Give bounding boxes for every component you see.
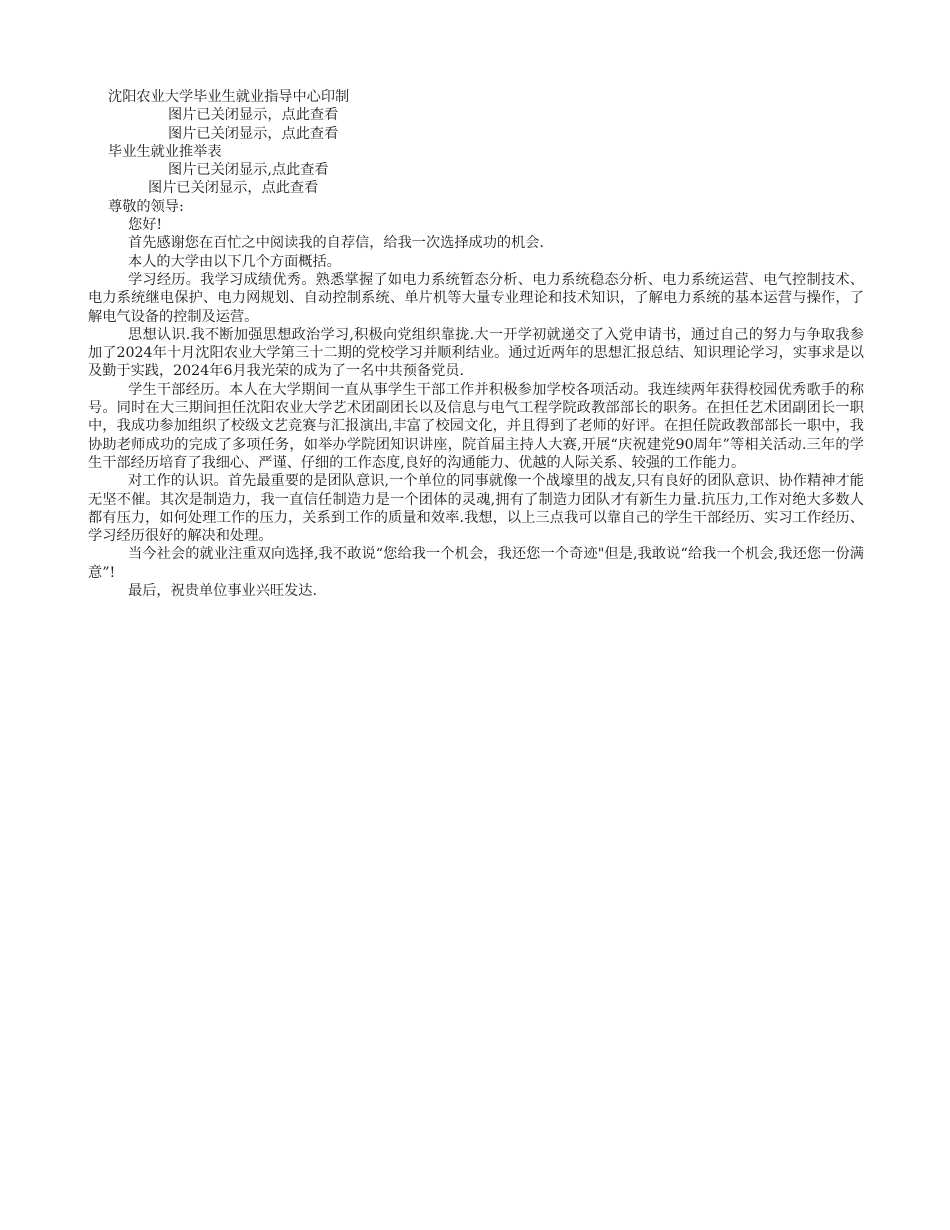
closing-paragraph: 最后，祝贵单位事业兴旺发达.: [128, 583, 317, 600]
document-page: [88, 88, 864, 600]
image-placeholder-link[interactable]: 图片已关闭显示，点此查看: [168, 107, 339, 124]
intro-paragraph: 首先感谢您在百忙之中阅读我的自荐信，给我一次选择成功的机会.: [128, 235, 544, 252]
overview-paragraph: 本人的大学由以下几个方面概括。: [128, 253, 341, 270]
image-placeholder-link[interactable]: 图片已关闭显示，点此查看: [148, 180, 319, 197]
society-paragraph: 当今社会的就业注重双向选择,我不敢说“您给我一个机会，我还您一个奇迹"但是,我敢说“给我一个机会,我还您一份满意”!: [88, 546, 864, 581]
image-placeholder-link[interactable]: 图片已关闭显示,点此查看: [168, 162, 329, 179]
salutation: 尊敬的领导:: [108, 198, 184, 215]
study-paragraph: 学习经历。我学习成绩优秀。熟悉掌握了如电力系统暂态分析、电力系统稳态分析、电力系统运营、电气控制技术、电力系统继电保护、电力网规划、自动控制系统、单片机等大量专业理论和技术知识，了解电力系统的基本运营与操作，了解电气设备的控制及运营。: [88, 271, 864, 325]
cadre-paragraph: 学生干部经历。本人在大学期间一直从事学生干部工作并积极参加学校各项活动。我连续两年获得校园优秀歌手的称号。同时在大三期间担任沈阳农业大学艺术团副团长以及信息与电气工程学院政教部部长的职务。在担任艺术团副团长一职中，我成功参加组织了校级文艺竞赛与汇报演出,丰富了校园文化，并且得到了老师的好评。在担任院政教部部长一职中，我协助老师成功的完成了多项任务，如举办学院团知识讲座，院首届主持人大赛,开展“庆祝建党90周年”等相关活动.三年的学生干部经历培育了我细心、严谨、仔细的工作态度,良好的沟通能力、优越的人际关系、较强的工作能力。: [88, 381, 864, 471]
form-title: 毕业生就业推举表: [108, 143, 222, 160]
image-placeholder-link[interactable]: 图片已关闭显示，点此查看: [168, 125, 339, 142]
ideology-paragraph: 思想认识.我不断加强思想政治学习,积极向党组织靠拢.大一开学初就递交了入党申请书，通过自己的努力与争取我参加了2024年十月沈阳农业大学第三十二期的党校学习并顺利结业。通过近两年的思想汇报总结、知识理论学习，实事求是以及勤于实践，2024年6月我光荣的成为了一名中共预备党员.: [88, 326, 864, 380]
printer-line: 沈阳农业大学毕业生就业指导中心印制: [108, 89, 350, 105]
work-view-paragraph: 对工作的认识。首先最重要的是团队意识,一个单位的同事就像一个战壕里的战友,只有良好的团队意识、协作精神才能无坚不催。其次是制造力，我一直信任制造力是一个团体的灵魂,拥有了制造力团队才有新生力量.抗压力,工作对绝大多数人都有压力，如何处理工作的压力，关系到工作的质量和效率.我想，以上三点我可以靠自己的学生干部经历、实习工作经历、学习经历很好的解决和处理。: [88, 473, 864, 545]
greeting: 您好!: [128, 217, 163, 234]
